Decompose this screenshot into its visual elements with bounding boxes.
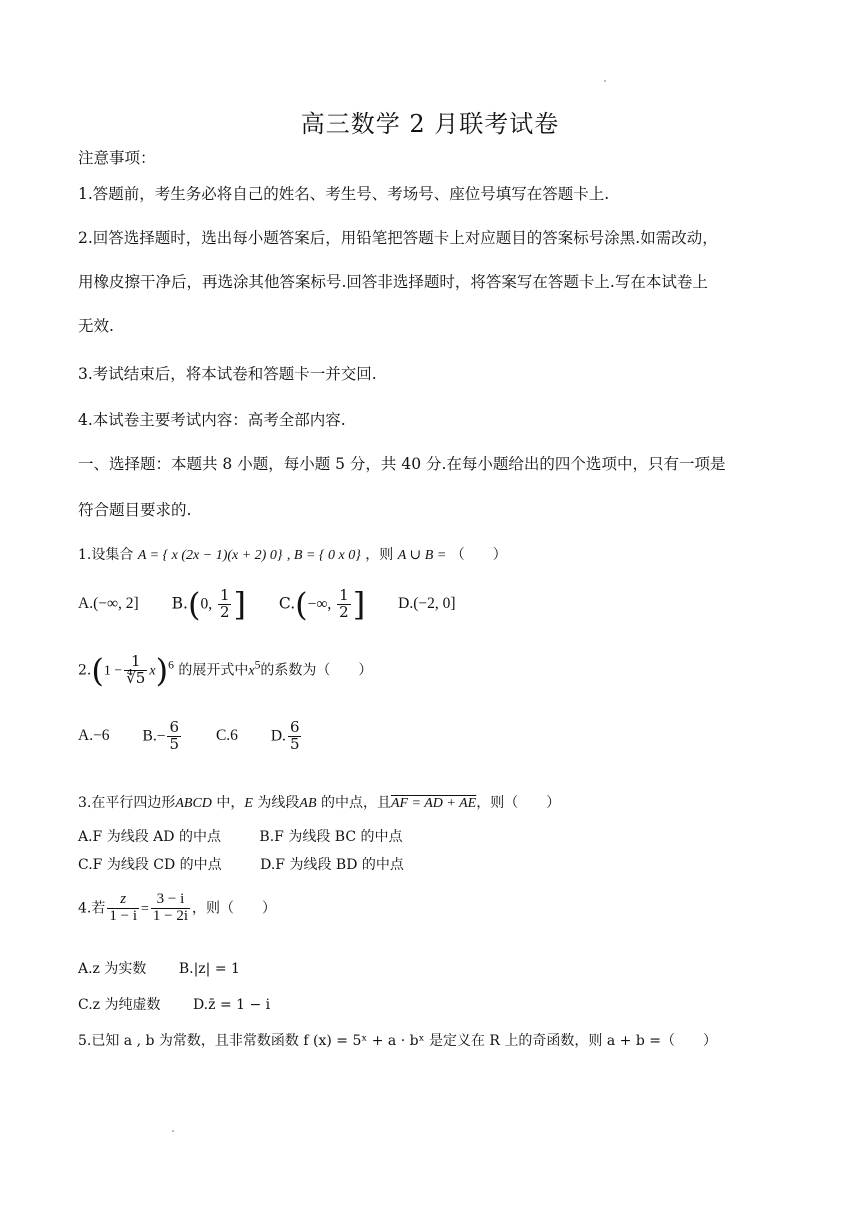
q2-one-minus: 1 − xyxy=(103,663,123,679)
q3-option-a: A.F 为线段 AD 的中点 xyxy=(78,829,221,845)
q2-x5-exp: 5 xyxy=(254,658,261,672)
q4-right-num: 3 − i xyxy=(151,892,190,909)
q2-var: x xyxy=(149,663,156,679)
q1-option-c-num: 1 xyxy=(339,586,349,604)
q1-option-b: B.(0, $\frac{1}{2}$ ] xyxy=(171,585,246,624)
q4-right-den: 1 − 2i xyxy=(152,907,189,924)
q3-tail: ，则（ ） xyxy=(476,795,561,811)
scan-speck xyxy=(604,80,606,82)
section-1-heading-line-1: 一、选择题：本题共 8 小题，每小题 5 分，共 40 分.在每小题给出的四个选项中，只有一项是 xyxy=(78,455,726,473)
q4-option-b: B.|z| = 1 xyxy=(178,961,240,977)
q2-option-b-label: B.− xyxy=(142,727,166,745)
question-2-options xyxy=(78,720,331,753)
q4-left-num: z xyxy=(107,892,139,909)
q2-option-b-num: 6 xyxy=(169,718,180,736)
q2-option-a: A.−6 xyxy=(78,727,110,745)
exam-title: 高三数学 2 月联考试卷 xyxy=(300,110,560,138)
q3-option-c: C.F 为线段 CD 的中点 xyxy=(78,857,222,873)
q2-option-d-label: D. xyxy=(270,727,286,745)
q1-option-c: C.(−∞, $\frac{1}{2}$ ] xyxy=(278,585,366,624)
q3-mid-2: 为线段 xyxy=(252,795,300,811)
q1-paren: （ ） xyxy=(450,547,507,563)
q3-vector-eq: AF = AD + AE xyxy=(390,796,477,811)
question-1-options xyxy=(78,585,484,624)
q4-option-a: A.z 为实数 xyxy=(78,961,147,977)
question-5-stem: 5.已知 a , b 为常数，且非常数函数 f (x) = 5ˣ + a · bˣ 是定义在 R 上的奇函数，则 a + b =（ ） xyxy=(78,1033,717,1049)
question-3-options-row-2 xyxy=(78,854,432,874)
scan-speck xyxy=(172,1130,174,1132)
q1-set-a: A = { x (2x − 1)(x + 2) 0} xyxy=(137,548,283,563)
notice-item-3: 3.考试结束后，将本试卷和答题卡一并交回. xyxy=(78,365,377,383)
q2-text-2: 的系数为（ ） xyxy=(260,662,373,679)
q4-option-c: C.z 为纯虚数 xyxy=(78,997,161,1013)
q3-lead: 3.在平行四边形 xyxy=(78,795,176,811)
q1-option-b-body: 0, xyxy=(200,595,216,613)
notice-heading: 注意事项： xyxy=(78,149,156,167)
q2-lead: 2. xyxy=(78,662,92,679)
q3-ab: AB xyxy=(299,796,317,811)
notice-item-2-line-2: 用橡皮擦干净后，再选涂其他答案标号.回答非选择题时，将答案写在答题卡上.写在本试卷上 xyxy=(78,273,708,291)
q1-option-c-label: C. xyxy=(278,594,296,613)
q1-option-b-num: 1 xyxy=(219,586,230,604)
q4-option-d: D.z̄ = 1 − i xyxy=(192,997,271,1013)
q1-separator: , xyxy=(286,548,294,563)
q2-option-d-den: 5 xyxy=(289,734,300,753)
q2-exponent: 6 xyxy=(168,658,174,672)
q4-left-den: 1 − i xyxy=(109,907,137,924)
notice-item-2-line-3: 无效. xyxy=(78,317,114,335)
q3-e: E xyxy=(244,796,253,811)
q1-option-a: A.(−∞, 2] xyxy=(78,595,139,613)
question-1-stem xyxy=(78,544,507,564)
q1-option-b-den: 2 xyxy=(219,602,230,621)
section-1-heading-line-2: 符合题目要求的. xyxy=(78,501,192,519)
q1-option-b-label: B. xyxy=(171,594,188,613)
q1-lead: 1.设集合 xyxy=(78,547,134,563)
question-3-stem xyxy=(78,792,560,812)
q1-option-c-den: 2 xyxy=(339,602,349,621)
question-4-stem xyxy=(78,892,276,925)
question-3-options-row-1 xyxy=(78,826,430,846)
notice-item-2-line-1: 2.回答选择题时，选出每小题答案后，用铅笔把答题卡上对应题目的答案标号涂黑.如需改动， xyxy=(78,229,718,247)
q2-option-b-den: 5 xyxy=(169,734,180,753)
q2-text: 的展开式中 xyxy=(178,662,249,679)
q1-option-d: D.(−2, 0] xyxy=(398,595,456,613)
q1-option-c-body: −∞, xyxy=(307,595,336,613)
question-4-options-row-1 xyxy=(78,958,268,978)
q2-frac-den: ∜5 xyxy=(126,668,146,687)
q3-option-b: B.F 为线段 BC 的中点 xyxy=(259,829,403,845)
question-4-options-row-2 xyxy=(78,994,298,1014)
q2-option-d-num: 6 xyxy=(289,718,300,736)
notice-item-4: 4.本试卷主要考试内容：高考全部内容. xyxy=(78,411,346,429)
q4-lead: 4.若 xyxy=(78,900,106,917)
question-2-stem: 2.(1 − $\frac{1}{∜5}$ x)$^6$ 的展开式中$x^5$的系数为（ ） xyxy=(78,651,373,690)
q3-option-d: D.F 为线段 BD 的中点 xyxy=(260,857,404,873)
q2-option-d xyxy=(271,720,304,753)
q4-tail: ，则（ ） xyxy=(192,900,277,917)
q1-tail: ，则 xyxy=(365,547,394,563)
q2-x5: x xyxy=(248,663,255,679)
q3-mid-1: 中， xyxy=(211,795,245,811)
q2-option-b xyxy=(143,720,184,753)
q3-mid-3: 的中点，且 xyxy=(316,795,391,811)
notice-item-1: 1.答题前，考生务必将自己的姓名、考生号、考场号、座位号填写在答题卡上. xyxy=(78,185,610,203)
q2-option-c: C.6 xyxy=(215,727,238,745)
q1-set-b: B = { 0 x 0} xyxy=(293,548,361,563)
q1-union: A ∪ B = xyxy=(397,548,447,563)
q4-equals: = xyxy=(141,901,149,917)
q2-frac-num: 1 xyxy=(124,654,147,671)
q3-abcd: ABCD xyxy=(175,796,212,811)
